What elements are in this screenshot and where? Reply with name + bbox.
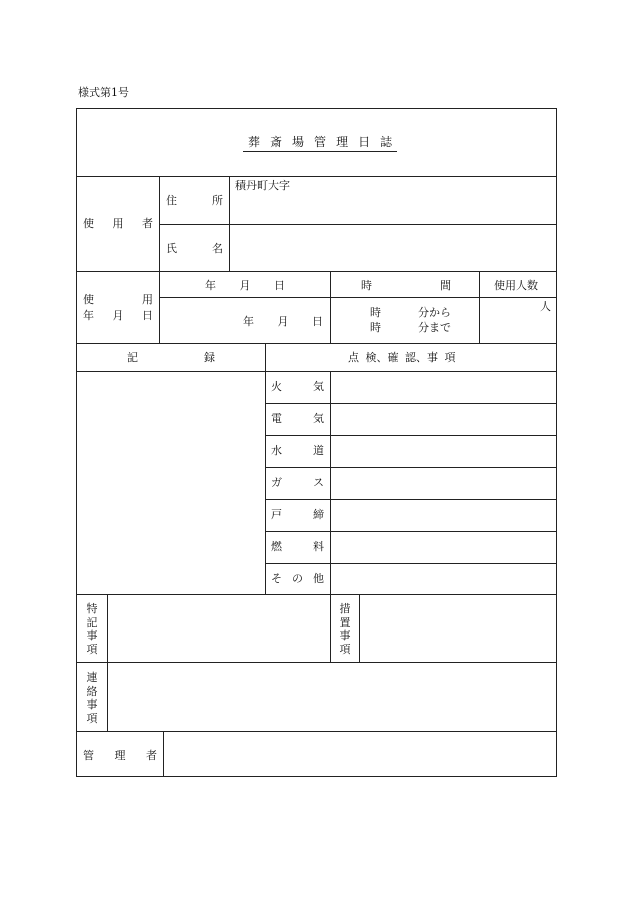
user-label: 使 用 者 [83,217,153,230]
title-char: 日 [358,135,371,149]
title-char: 管 [314,135,327,149]
people-unit[interactable]: 人 [540,300,551,313]
time-header: 時 間 [361,279,451,292]
check-item-other: そ の 他 [271,572,324,585]
form-number: 様式第1号 [78,86,129,99]
check-value-door-lock[interactable] [331,500,556,530]
check-item-water: 水 道 [271,444,324,457]
check-value-gas[interactable] [331,468,556,498]
check-value-other[interactable] [331,564,556,593]
title-char: 理 [336,135,349,149]
usage-date-label-line2: 年 月 日 [83,309,153,322]
measures-label: 措置事項 [339,602,351,656]
date-header: 年 月 日 [205,279,285,292]
check-item-gas: ガ ス [271,476,324,489]
check-item-fuel: 燃 料 [271,540,324,553]
check-item-fire: 火 気 [271,380,324,393]
form-title [243,136,397,152]
address-value[interactable]: 積丹町大字 [235,179,290,192]
time-to-minute[interactable]: 分まで [418,321,451,334]
people-header: 使用人数 [494,279,538,292]
name-label: 氏 名 [166,242,223,255]
usage-date-label-line1: 使 用 [83,293,153,306]
contact-field[interactable] [108,663,556,730]
check-value-fire[interactable] [331,372,556,402]
check-value-fuel[interactable] [331,532,556,562]
title-char: 誌 [380,135,393,149]
contact-label: 連絡事項 [86,671,98,725]
title-char: 葬 [248,135,261,149]
special-notes-label: 特記事項 [86,602,98,656]
address-label: 住 所 [166,194,223,207]
name-field[interactable] [230,225,556,270]
measures-field[interactable] [360,595,556,661]
special-notes-field[interactable] [108,595,329,661]
check-item-electricity: 電 気 [271,412,324,425]
manager-label: 管 理 者 [83,749,157,762]
record-header: 記 録 [127,351,215,364]
check-header: 点 検、確 認、事 項 [348,351,456,364]
manager-field[interactable] [164,732,556,776]
date-value[interactable]: 年 月 日 [243,315,323,328]
record-field[interactable] [77,372,264,593]
check-item-door-lock: 戸 締 [271,508,324,521]
check-value-water[interactable] [331,436,556,466]
title-char: 斎 [270,135,283,149]
check-value-electricity[interactable] [331,404,556,434]
title-char: 場 [292,135,305,149]
time-from-hour[interactable]: 時 [370,306,381,319]
time-to-hour[interactable]: 時 [370,321,381,334]
time-from-minute[interactable]: 分から [418,306,451,319]
